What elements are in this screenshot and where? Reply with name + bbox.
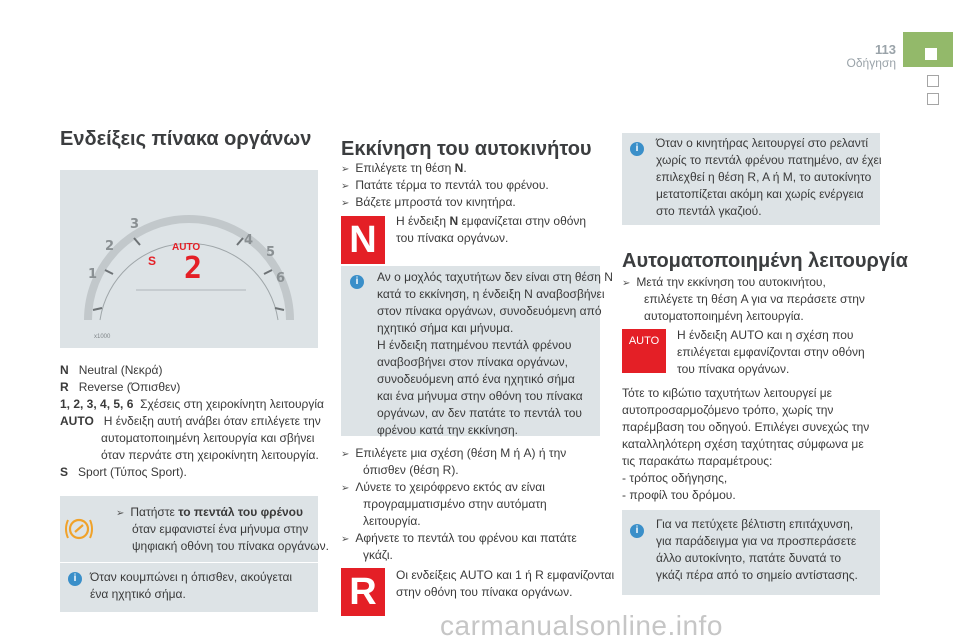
info-icon: i [630,524,644,538]
r-note: στην οθόνη του πίνακα οργάνων. [396,585,573,599]
legend-text: αυτοματοποιημένη λειτουργία και σβήνει [101,431,315,445]
note-text: οργάνων, αν δεν πατάτε το πεντάλ του [377,406,582,420]
note-text: αναβοσβήνει στον πίνακα οργάνων, [377,355,568,369]
creep-note-box [622,133,880,225]
gauge-tick-label: 1 [88,267,98,282]
note-text: Για να πετύχετε βέλτιστη επιτάχυνση, [656,517,854,531]
note-text: γκάζι πέρα από το σημείο αντίστασης. [656,568,858,582]
n-note: του πίνακα οργάνων. [396,231,509,245]
note-text-bold: το πεντάλ του φρένου [178,505,303,519]
note-text: Η ένδειξη πατημένου πεντάλ φρένου [377,338,572,352]
note-text: Αν ο μοχλός ταχυτήτων δεν είναι στη θέση N [377,270,613,284]
note-text: στον πίνακα οργάνων, συνοδευόμενη από [377,304,602,318]
legend-text: Σχέσεις στη χειροκίνητη λειτουργία [140,397,324,411]
note-text: Όταν ο κινητήρας λειτουργεί στο ρελαντί [656,136,869,150]
legend-key: AUTO [60,414,94,428]
gauge-tick-label: 5 [266,245,276,260]
gauge-tick-label: 4 [244,233,254,248]
section-title: Οδήγηση [846,56,896,70]
auto-indicator-icon: AUTO [622,329,666,373]
note-text: και ένα μήνυμα στην οθόνη του πίνακα [377,389,583,403]
note-text: Όταν κουμπώνει η όπισθεν, ακούγεται [90,570,293,584]
note-text: ηχητικό σήμα και μήνυμα. [377,321,514,335]
brake-note-box [60,496,329,562]
auto-step: επιλέγετε τη θέση A για να περάσετε στην [644,292,865,306]
note-text: φρένου κατά την εκκίνηση. [377,423,519,437]
bullet-arrow-icon: ➢ [341,181,350,192]
bullet-arrow-icon: ➢ [341,483,350,494]
tab-square-icon [927,75,939,87]
note-text: επιλεχθεί η θέση R, A ή M, το αυτοκίνητο [656,170,872,184]
note-text: μετατοπίζεται ακόμη και χωρίς ενέργεια [656,187,864,201]
gauge-tick-label: 3 [130,217,140,232]
watermark: carmanualsonline.info [440,610,723,640]
auto-note: επιλέγεται εμφανίζονται στην οθόνη [677,345,865,359]
info-icon: i [350,275,364,289]
reverse-indicator-icon: R [341,568,385,616]
auto-note: του πίνακα οργάνων. [677,362,790,376]
gauge-tick-label: 6 [276,271,286,286]
legend-text: Η ένδειξη αυτή ανάβει όταν επιλέγετε την [103,414,321,428]
section-heading: Αυτοματοποιημένη λειτουργία [622,250,908,272]
gauge-sport-label: S [148,254,157,268]
neutral-warning-box [341,266,613,437]
bullet-arrow-icon: ➢ [622,278,631,289]
bullet-arrow-icon: ➢ [341,164,350,175]
note-text: όταν εμφανιστεί ένα μήνυμα στην [132,522,309,536]
bullet-arrow-icon: ➢ [341,198,350,209]
legend-text: Sport (Τύπος Sport). [78,465,187,479]
tab-square-icon [927,93,939,105]
legend-text: Neutral (Νεκρά) [78,363,163,377]
bullet-arrow-icon: ➢ [341,534,350,545]
note-text: άλλο αυτοκίνητο, πατάτε δυνατά το [656,551,842,565]
note-text: στο πεντάλ γκαζιού. [656,204,762,218]
neutral-indicator-icon: N [341,216,385,264]
section-heading: Ενδείξεις πίνακα οργάνων [60,128,312,150]
gauge-panel [60,170,318,348]
bullet-arrow-icon: ➢ [341,449,350,460]
info-icon: i [630,142,644,156]
auto-note: Η ένδειξη AUTO και η σχέση που [677,328,854,342]
note-text: ένα ηχητικό σήμα. [90,587,186,601]
r-note: Οι ενδείξεις AUTO και 1 ή R εμφανίζονται [396,568,615,582]
tab-square-icon [925,48,937,60]
legend-key: 1, 2, 3, 4, 5, 6 [60,397,134,411]
note-text: χωρίς το πεντάλ φρένου πατημένο, αν έχει [656,153,882,167]
note-text: Πατήστε [130,505,179,519]
gauge-gear-display: 2 [184,251,203,286]
section-heading: Εκκίνηση του αυτοκινήτου [341,138,592,160]
legend-key: R [60,380,69,394]
legend-key: N [60,363,69,377]
legend-key: S [60,465,69,479]
note-text: για παράδειγμα για να προσπεράσετε [656,534,857,548]
note-text: κατά το εκκίνηση, η ένδειξη N αναβοσβήνει [377,287,605,301]
legend-text: όταν περνάτε στη χειροκίνητη λειτουργία. [101,448,319,462]
page-number: 113 [875,42,896,57]
legend-text: Reverse (Όπισθεν) [78,380,181,394]
gauge-tick-label: 2 [105,239,115,254]
gauge-scale-label: x1000 [94,334,111,340]
bullet-arrow-icon: ➢ [116,508,125,519]
info-icon: i [68,572,82,586]
n-note: Η ένδειξη N εμφανίζεται στην οθόνη [396,214,587,228]
note-text: συνοδευόμενη από ένα ηχητικό σήμα [377,372,575,386]
instrument-gauge [60,170,318,348]
reverse-note-box [60,563,318,612]
auto-step: ➢ Μετά την εκκίνηση του αυτοκινήτου, [622,275,826,289]
auto-step: αυτοματοποιημένη λειτουργία. [644,309,804,323]
acceleration-note-box [622,510,880,595]
gauge-auto-label: AUTO [172,242,201,253]
note-text: ψηφιακή οθόνη του πίνακα οργάνων. [132,539,329,553]
brake-pedal-icon [64,516,94,542]
